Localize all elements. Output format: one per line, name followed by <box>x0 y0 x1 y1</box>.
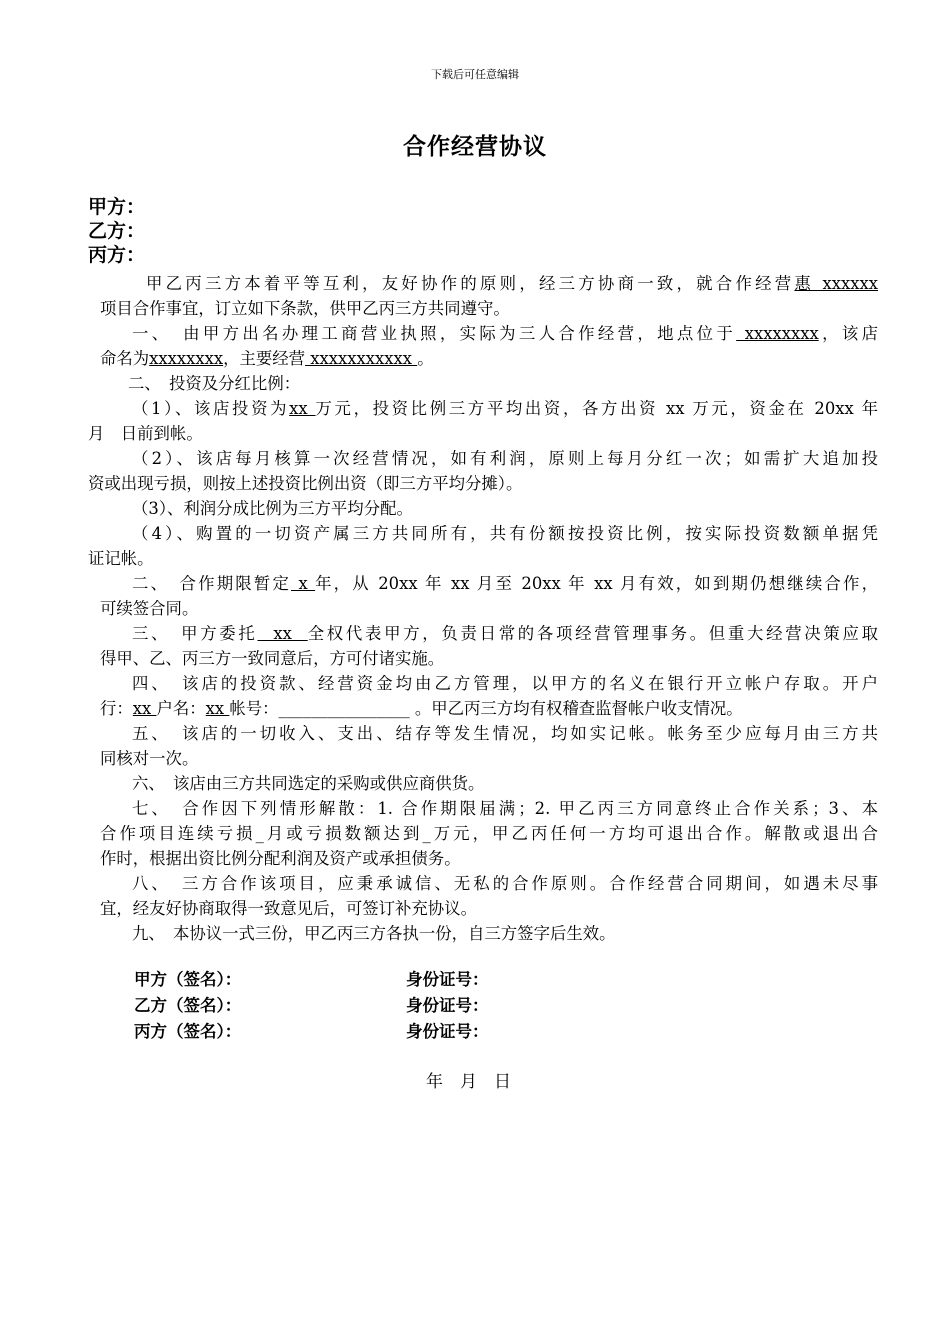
document-title: 合作经营协议 <box>403 133 547 160</box>
party-a-signature-label: 甲方（签名）： <box>134 970 242 989</box>
clause-4-text-end: 全权代表甲方，负责日常的各项经营管理事务。但重大经营决策应取 <box>307 624 878 643</box>
clause-2-heading: 二、 投资及分红比例： <box>128 374 301 393</box>
party-c-id-label: 身份证号： <box>406 1022 489 1041</box>
clause-8-line-1: 七、 合作因下列情形解散：1. 合作期限届满；2. 甲乙丙三方同意终止合作关系；3、本 <box>132 799 878 818</box>
signature-row-a <box>134 967 489 993</box>
clause-1-line-1 <box>88 321 878 346</box>
clause-6-line-2: 同核对一次。 <box>100 749 199 768</box>
term-years-blank: x <box>291 574 316 593</box>
clause-1-line-2 <box>88 346 878 371</box>
clause-3-line-2: 可续签合同。 <box>100 599 199 618</box>
clause-8-line-2: 合作项目连续亏损_月或亏损数额达到_万元，甲乙丙任何一方均可退出合作。解散或退出合 <box>100 824 878 843</box>
party-b-id-label: 身份证号： <box>406 996 489 1015</box>
location-blank: xxxxxxxx <box>736 324 819 343</box>
clause-1-text: 一、 由甲方出名办理工商营业执照，实际为三人合作经营，地点位于 <box>132 324 737 343</box>
clause-2-1-text: （1）、该店投资为 <box>132 399 290 418</box>
intro-line-1 <box>88 271 878 296</box>
clause-5-line-1: 四、 该店的投资款、经营资金均由乙方管理，以甲方的名义在银行开立帐户存取。开户 <box>132 674 878 693</box>
clause-5-line-2 <box>88 696 878 721</box>
intro-text: 甲乙丙三方本着平等互利，友好协作的原则，经三方协商一致，就合作经营 <box>146 274 795 293</box>
clause-10: 九、 本协议一式三份，甲乙丙三方各执一份，自三方签字后生效。 <box>132 924 616 943</box>
clause-2-1-line-1 <box>88 396 878 421</box>
party-c-signature-label: 丙方（签名）： <box>134 1022 242 1041</box>
clause-4-text: 三、 甲方委托 <box>132 624 258 643</box>
clause-3-text: 二、 合作期限暂定 <box>132 574 292 593</box>
clause-2-4-line-1: （4）、购置的一切资产属三方共同所有，共有份额按投资比例，按实际投资数额单据凭 <box>132 524 878 543</box>
signature-block <box>134 967 489 1045</box>
clause-2-4-line-2: 证记帐。 <box>88 549 154 568</box>
party-list <box>88 195 145 267</box>
date-line: 年 月 日 <box>426 1072 511 1092</box>
party-b-signature-label: 乙方（签名）： <box>134 996 242 1015</box>
clause-1-text-4: 。 <box>417 349 434 368</box>
business-scope-blank: xxxxxxxxxxx <box>305 349 418 368</box>
account-number-blank: ________________ <box>278 699 410 718</box>
header-note: 下载后可任意编辑 <box>431 68 519 81</box>
party-c-label: 丙方： <box>88 244 146 266</box>
agreement-body <box>88 271 878 946</box>
delegate-blank: xx <box>257 624 308 643</box>
clause-8-line-3: 作时，根据出资比例分配利润及资产或承担债务。 <box>100 849 461 868</box>
bank-label: 行： <box>100 699 133 718</box>
party-a-label: 甲方： <box>88 196 146 218</box>
clause-2-1-text-end: 万元，投资比例三方平均出资，各方出资 xx 万元，资金在 20xx 年 <box>315 399 878 418</box>
clause-4-line-2: 得甲、乙、丙三方一致同意后，方可付诸实施。 <box>100 649 445 668</box>
bank-blank: xx <box>132 699 157 718</box>
shop-name-blank: xxxxxxxx <box>149 349 224 368</box>
clause-7: 六、 该店由三方共同选定的采购或供应商供货。 <box>132 774 485 793</box>
account-name-blank: xx <box>205 699 230 718</box>
clause-2-2-line-2: 资或出现亏损，则按上述投资比例出资（即三方平均分摊）。 <box>88 474 523 493</box>
clause-1-text-end: ，该店 <box>818 324 878 343</box>
account-number-label: 帐号： <box>229 699 279 718</box>
clause-3-line-1 <box>88 571 878 596</box>
signature-row-b <box>134 993 489 1019</box>
clause-1-text-2: 命名为 <box>100 349 150 368</box>
intro-line-2: 项目合作事宜，订立如下条款，供甲乙丙三方共同遵守。 <box>100 299 510 318</box>
clause-2-3: （3）、利润分成比例为三方平均分配。 <box>132 499 413 518</box>
clause-6-line-1: 五、 该店的一切收入、支出、结存等发生情况，均如实记帐。帐务至少应每月由三方共 <box>132 724 878 743</box>
party-b-label: 乙方： <box>88 220 146 242</box>
clause-2-2-line-1: （2）、该店每月核算一次经营情况，如有利润，原则上每月分红一次；如需扩大追加投 <box>132 449 878 468</box>
clause-4-line-1 <box>88 621 878 646</box>
clause-9-line-2: 宜，经友好协商取得一致意见后，可签订补充协议。 <box>100 899 477 918</box>
clause-1-text-3: ，主要经营 <box>223 349 306 368</box>
clause-9-line-1: 八、 三方合作该项目，应秉承诚信、无私的合作原则。合作经营合同期间，如遇未尽事 <box>132 874 878 893</box>
signature-row-c <box>134 1019 489 1045</box>
party-a-id-label: 身份证号： <box>406 970 489 989</box>
project-name-blank: 惠 xxxxxx <box>794 274 878 293</box>
clause-3-text-end: 年，从 20xx 年 xx 月至 20xx 年 xx 月有效，如到期仍想继续合作， <box>315 574 878 593</box>
account-name-label: 户名： <box>156 699 206 718</box>
investment-amount-blank: xx <box>289 399 316 418</box>
clause-2-1-line-2: 月 日前到帐。 <box>88 424 203 443</box>
clause-5-text-end: 。甲乙丙三方均有权稽查监督帐户收支情况。 <box>409 699 743 718</box>
